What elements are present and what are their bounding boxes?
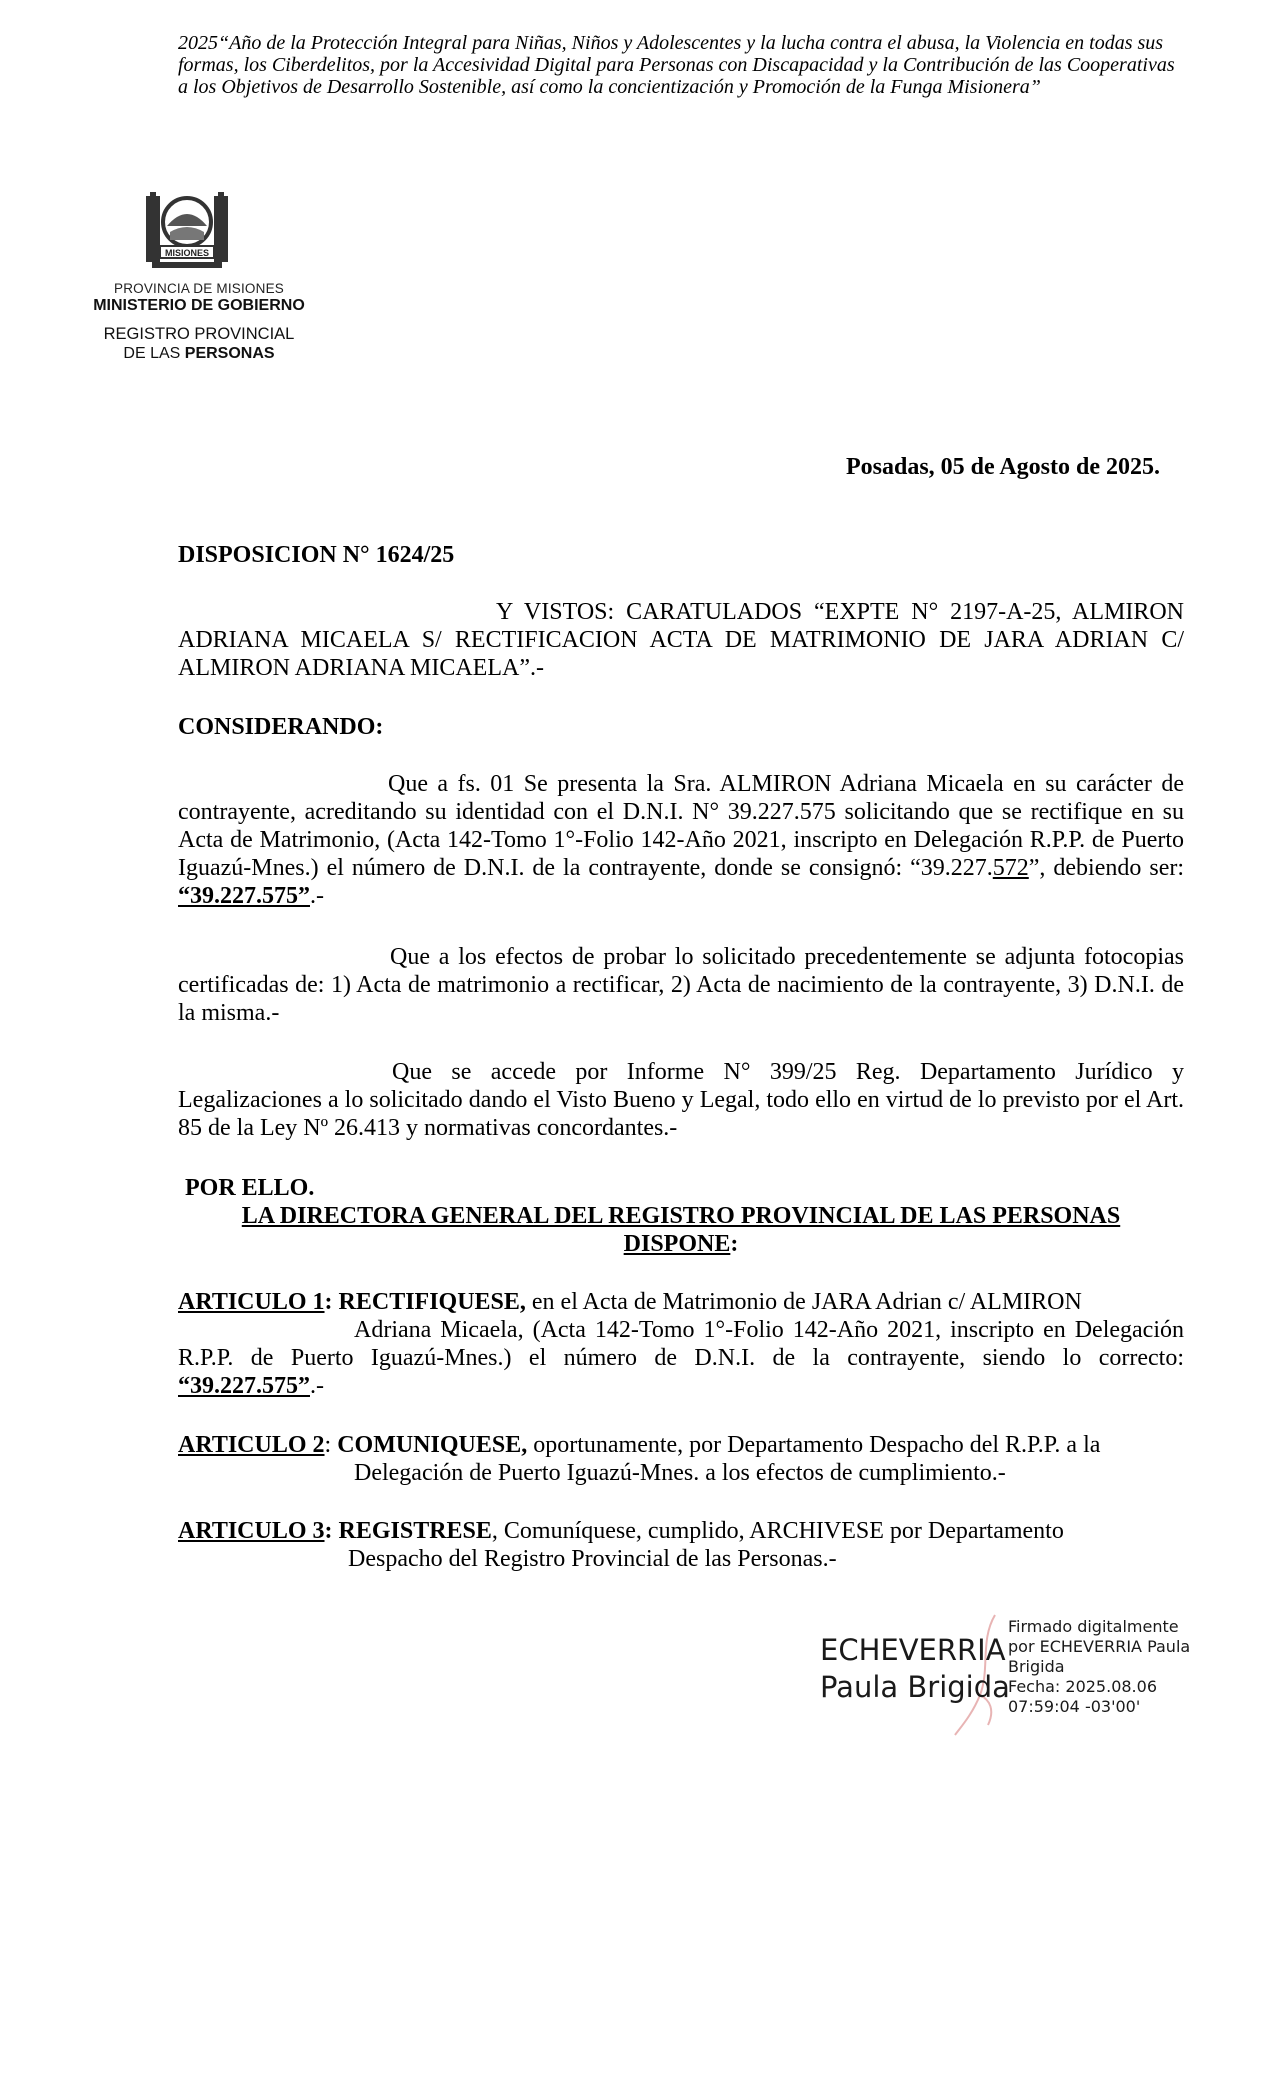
para1-mid: ”, debiendo ser: <box>1028 855 1185 881</box>
article-2-first-line <box>178 1431 1184 1459</box>
wrong-dni-digits: 572 <box>992 855 1029 881</box>
sig-info-line2: por ECHEVERRIA Paula <box>1008 1637 1191 1656</box>
considerando-paragraph-2: Que a los efectos de probar lo solicitado precedentemente se adjunta fotocopias certificadas de: 1) Acta de matrimonio a rectificar, 2) Acta de nacimiento de la contrayente, 3) D.N.I. de la misma.- <box>178 944 1184 1026</box>
article-1-verb: RECTIFIQUESE, <box>338 1289 526 1315</box>
dispone-word: DISPONE <box>623 1231 731 1257</box>
signer-given-name: Paula Brigida <box>820 1670 1010 1704</box>
para1-text: Que a fs. 01 Se presenta la Sra. ALMIRON Adriana Micaela en su carácter de contrayente, acreditando su identidad con el D.N.I. N° 39.227.575 solicitando que se rectifique en su Acta de Matrimonio, (Acta 142-Tomo 1°-Folio 142-Año 2021, inscripto en Delegación R.P.P. de Puerto Iguazú-Mnes.) el número de D.N.I. de la contrayente, donde se consignó: “39.227. <box>178 771 1184 881</box>
dispone-colon: : <box>730 1231 739 1257</box>
article-1-label: ARTICULO 1 <box>178 1289 325 1315</box>
directora-heading: LA DIRECTORA GENERAL DEL REGISTRO PROVINCIAL DE LAS PERSONAS <box>241 1203 1121 1229</box>
signer-name <box>820 1632 1010 1706</box>
article-2-colon: : <box>324 1432 338 1458</box>
ministry-name: MINISTERIO DE GOBIERNO <box>93 297 305 314</box>
registry-name: REGISTRO PROVINCIAL <box>103 325 295 343</box>
considerando-heading: CONSIDERANDO: <box>178 714 384 740</box>
signer-surname: ECHEVERRIA <box>820 1633 1006 1667</box>
coat-of-arms-icon <box>142 192 232 272</box>
article-3-label: ARTICULO 3 <box>178 1518 325 1544</box>
disposition-number: DISPOSICION N° 1624/25 <box>178 542 455 568</box>
dispone-heading <box>178 1230 1184 1258</box>
article-1-first-line <box>178 1288 1184 1316</box>
document-date: Posadas, 05 de Agosto de 2025. <box>845 454 1160 480</box>
article-2-label: ARTICULO 2 <box>178 1432 325 1458</box>
para1-end: .- <box>310 883 324 909</box>
sig-info-line1: Firmado digitalmente <box>1008 1617 1179 1636</box>
article-2-line2: Delegación de Puerto Iguazú-Mnes. a los efectos de cumplimiento.- <box>354 1460 1006 1486</box>
considerando-paragraph-3: Que se accede por Informe N° 399/25 Reg. Departamento Jurídico y Legalizaciones a lo solicitado dando el Visto Bueno y Legal, todo ello en virtud de lo previsto por el Art. 85 de la Ley Nº 26.413 y normativas concordantes.- <box>178 1059 1184 1141</box>
article-2-verb: COMUNIQUESE, <box>337 1432 528 1458</box>
svg-text:MISIONES: MISIONES <box>164 248 210 258</box>
article-1-colon: : <box>324 1289 339 1315</box>
registry-prefix: DE LAS <box>123 345 181 362</box>
article-3-first-line <box>178 1517 1184 1545</box>
article-3-line1: , Comuníquese, cumplido, ARCHIVESE por Departamento <box>491 1518 1064 1544</box>
sig-info-line5: 07:59:04 -03'00' <box>1008 1697 1141 1716</box>
article-1-text: Adriana Micaela, (Acta 142-Tomo 1°-Folio 142-Año 2021, inscripto en Delegación R.P.P. de Puerto Iguazú-Mnes.) el número de D.N.I. de la contrayente, siendo lo correcto: <box>178 1317 1184 1371</box>
vistos-paragraph: Y VISTOS: CARATULADOS “EXPTE N° 2197-A-25, ALMIRON ADRIANA MICAELA S/ RECTIFICACION ACTA DE MATRIMONIO DE JARA ADRIAN C/ ALMIRON ADRIANA MICAELA”.- <box>178 599 1184 681</box>
digital-signature-info <box>1008 1617 1190 1717</box>
coat-of-arms-logo <box>142 192 232 277</box>
por-ello-heading: POR ELLO. <box>185 1175 315 1201</box>
considerando-paragraph-1 <box>178 770 1184 910</box>
registry-persons: PERSONAS <box>184 345 275 362</box>
article-1-correct-dni: “39.227.575” <box>178 1373 310 1399</box>
header-motto: 2025“Año de la Protección Integral para Niñas, Niños y Adolescentes y la lucha contra el abusa, la Violencia en todas sus formas, los Ciberdelitos, por la Accesividad Digital para Personas con Discapacidad y la Contribución de las Cooperativas a los Objetivos de Desarrollo Sostenible, así como la concientización y Promoción de la Funga Misionera” <box>178 32 1175 98</box>
article-3-line2: Despacho del Registro Provincial de las Personas.- <box>348 1546 837 1572</box>
sig-info-line4: Fecha: 2025.08.06 <box>1008 1677 1157 1696</box>
article-1-end: .- <box>310 1373 324 1399</box>
sig-info-line3: Brigida <box>1008 1657 1065 1676</box>
article-1-body <box>178 1316 1184 1400</box>
correct-dni: “39.227.575” <box>178 883 310 909</box>
article-1-line1: en el Acta de Matrimonio de JARA Adrian c/ ALMIRON <box>525 1289 1082 1315</box>
article-3-colon: : <box>324 1518 339 1544</box>
article-2-line1: oportunamente, por Departamento Despacho del R.P.P. a la <box>527 1432 1101 1458</box>
province-name: PROVINCIA DE MISIONES <box>114 281 284 296</box>
article-3-verb: REGISTRESE <box>338 1518 492 1544</box>
registry-name-line2 <box>74 345 324 363</box>
